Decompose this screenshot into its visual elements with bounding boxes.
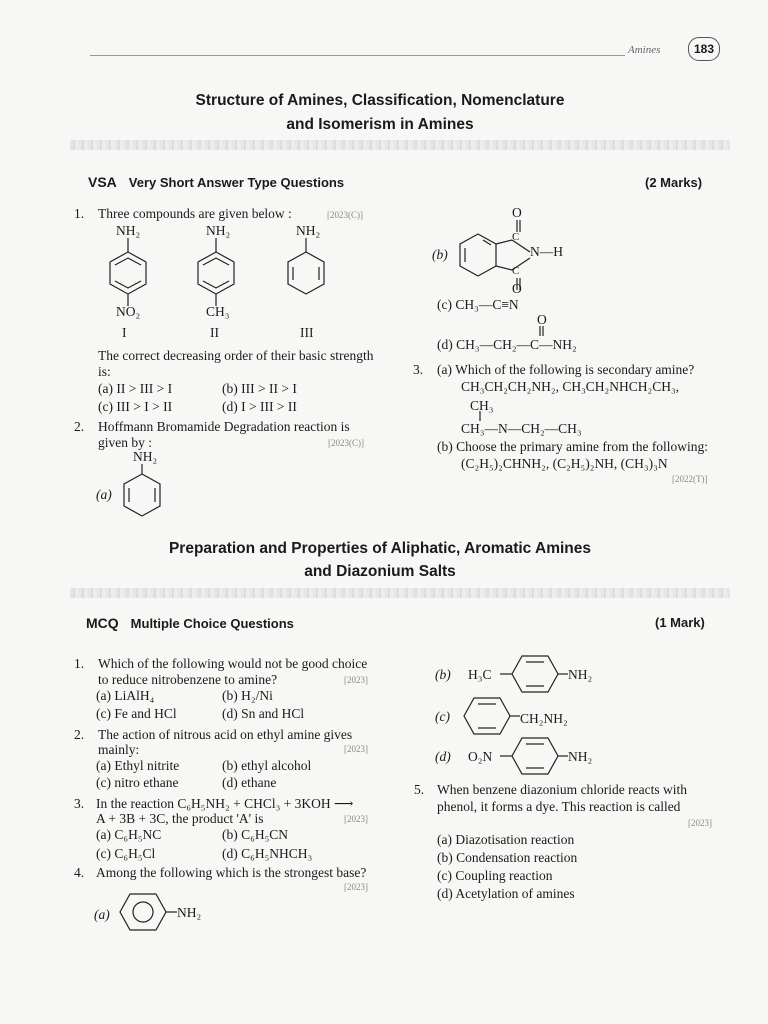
section1-title-line2: and Isomerism in Amines	[286, 116, 474, 133]
s2-q2-line2: mainly:	[98, 742, 140, 757]
s1-q3-part-a-line3: CH₃—N—CH₂—CH₃	[461, 421, 582, 436]
s1-q3-part-a: (a) Which of the following is secondary amine?	[437, 362, 695, 377]
s2-q4-opt-c-group: CH₂NH₂	[520, 711, 568, 726]
vsa-marks: (2 Marks)	[645, 175, 703, 190]
s1-q2-line2: given by :	[98, 435, 152, 450]
s1-q2-option-d: (d) CH₃—CH₂—C—NH₂	[437, 337, 577, 352]
s2-q2-line1: The action of nitrous acid on ethyl amine gives	[98, 727, 353, 742]
s2-q2-option-d: (d) ethane	[222, 775, 277, 790]
s2-q3-option-b: (b) C₆H₅CN	[222, 827, 289, 842]
s1-q1-roman-2: II	[210, 325, 219, 340]
s1-q1-number: 1.	[74, 206, 85, 221]
s1-q1-c1-top: NH₂	[116, 223, 141, 238]
s1-q2-opt-b-c1: C	[512, 231, 520, 243]
s1-q1-c1-bottom: NO₂	[116, 304, 141, 319]
s2-q4-opt-c-label: (c)	[435, 709, 450, 724]
s2-q2-option-a: (a) Ethyl nitrite	[96, 758, 180, 773]
running-title: Amines	[628, 44, 661, 56]
mcq-marks: (1 Mark)	[655, 615, 705, 630]
s1-q2-number: 2.	[74, 419, 85, 434]
s1-q1-c3-top: NH₂	[296, 223, 321, 238]
s2-q4-opt-d-nh2: NH₂	[568, 749, 593, 764]
s2-q5-option-b: (b) Condensation reaction	[437, 850, 578, 865]
s2-q4-number: 4.	[74, 865, 85, 880]
s2-q5-option-d: (d) Acetylation of amines	[437, 886, 575, 901]
s1-q2-opt-d-o: O	[537, 312, 547, 327]
s2-q5-line2: phenol, it forms a dye. This reaction is called	[437, 799, 681, 814]
s1-q2-opt-b-o-bottom: O	[512, 281, 522, 296]
section2-title-line1: Preparation and Properties of Aliphatic, Aromatic Amines	[168, 540, 592, 557]
s2-q1-option-b: (b) H₂/Ni	[222, 688, 273, 703]
s1-q3-part-a-ch3: CH₃	[470, 398, 494, 413]
s2-q1-option-a: (a) LiAlH₄	[96, 688, 155, 703]
section2-title-line2: and Diazonium Salts	[304, 563, 456, 580]
s1-q1-roman-1: I	[122, 325, 127, 340]
s1-q1-question-line2: is:	[98, 364, 111, 379]
s2-q4-opt-a-nh2: NH₂	[177, 905, 202, 920]
s2-q5-number: 5.	[414, 782, 425, 797]
s1-q2-opt-b-nh: N—H	[530, 244, 563, 259]
s1-q1-option-b: (b) III > II > I	[222, 381, 297, 396]
s2-q4-line1: Among the following which is the strongest base?	[96, 865, 367, 880]
s2-q2-option-b: (b) ethyl alcohol	[222, 758, 312, 773]
s2-q3-year: [2023]	[344, 814, 368, 824]
s2-q1-line1: Which of the following would not be good choice	[98, 656, 368, 671]
s1-q1-option-d: (d) I > III > II	[222, 399, 297, 414]
s2-q4-opt-a-label: (a)	[94, 907, 110, 922]
s1-q3-part-b-line2: (C₂H₅)₂CHNH₂, (C₂H₅)₂NH, (CH₃)₃N	[461, 456, 668, 471]
page-number: 183	[688, 37, 720, 61]
mcq-label: Multiple Choice Questions	[130, 616, 294, 631]
s2-q3-line1: In the reaction C₆H₅NH₂ + CHCl₃ + 3KOH ⟶	[96, 796, 354, 811]
s1-q2-year: [2023(C)]	[328, 438, 364, 448]
s2-q1-option-c: (c) Fe and HCl	[96, 706, 177, 721]
s2-q4-opt-d-label: (d)	[435, 749, 451, 764]
s1-q2-line1: Hoffmann Bromamide Degradation reaction is	[98, 419, 350, 434]
qtype-abbr: VSA	[88, 174, 117, 190]
s1-q1-option-c: (c) III > I > II	[98, 399, 173, 414]
s1-q1-question-line1: The correct decreasing order of their basic strength	[98, 348, 374, 363]
s2-q1-year: [2023]	[344, 675, 368, 685]
s1-q3-year: [2022(T)]	[672, 474, 708, 484]
s2-q3-option-d: (d) C₆H₅NHCH₃	[222, 846, 313, 861]
mcq-abbr: MCQ	[86, 615, 119, 631]
s1-q3-part-b: (b) Choose the primary amine from the following:	[437, 439, 709, 454]
s2-q1-option-d: (d) Sn and HCl	[222, 706, 305, 721]
s2-q1-line2: to reduce nitrobenzene to amine?	[98, 672, 278, 687]
s1-q2-opt-a-label: (a)	[96, 487, 112, 502]
qtype-label: Very Short Answer Type Questions	[128, 175, 345, 190]
s2-q4-year: [2023]	[344, 882, 368, 892]
s2-q3-line2: A + 3B + 3C, the product 'A' is	[96, 811, 264, 826]
s1-q2-opt-b-label: (b)	[432, 247, 448, 262]
s1-q1-text: Three compounds are given below :	[98, 206, 292, 221]
s2-q3-option-a: (a) C₆H₅NC	[96, 827, 162, 842]
s1-q3-part-a-line2: CH₃CH₂CH₂NH₂, CH₃CH₂NHCH₂CH₃,	[461, 379, 680, 394]
s2-q4-opt-b-label: (b)	[435, 667, 451, 682]
s2-q3-number: 3.	[74, 796, 85, 811]
s1-q1-c2-top: NH₂	[206, 223, 231, 238]
s2-q5-year: [2023]	[688, 818, 712, 828]
s1-q1-c2-bottom: CH₃	[206, 304, 230, 319]
s1-q2-opt-b-o-top: O	[512, 205, 522, 220]
s2-q5-option-c: (c) Coupling reaction	[437, 868, 553, 883]
s2-q5-option-a: (a) Diazotisation reaction	[437, 832, 575, 847]
s2-q1-number: 1.	[74, 656, 85, 671]
s2-q3-option-c: (c) C₆H₅Cl	[96, 846, 156, 861]
s1-q3-number: 3.	[413, 362, 424, 377]
s2-q2-number: 2.	[74, 727, 85, 742]
s1-q2-opt-a-nh2: NH₂	[133, 449, 158, 464]
section1-title-line1: Structure of Amines, Classification, Nomenclature	[195, 92, 565, 109]
s1-q2-opt-b-c2: C	[512, 265, 520, 277]
s1-q1-year: [2023(C)]	[327, 210, 363, 220]
s2-q4-opt-d-o2n: O₂N	[468, 749, 493, 764]
s2-q5-line1: When benzene diazonium chloride reacts with	[437, 782, 688, 797]
s2-q2-option-c: (c) nitro ethane	[96, 775, 179, 790]
s1-q1-option-a: (a) II > III > I	[98, 381, 173, 396]
s2-q2-year: [2023]	[344, 744, 368, 754]
s2-q4-opt-b-nh2: NH₂	[568, 667, 593, 682]
s2-q4-opt-b-h3c: H₃C	[468, 667, 492, 682]
s1-q2-option-c: (c) CH₃—C≡N	[437, 297, 519, 312]
s1-q1-roman-3: III	[300, 325, 314, 340]
